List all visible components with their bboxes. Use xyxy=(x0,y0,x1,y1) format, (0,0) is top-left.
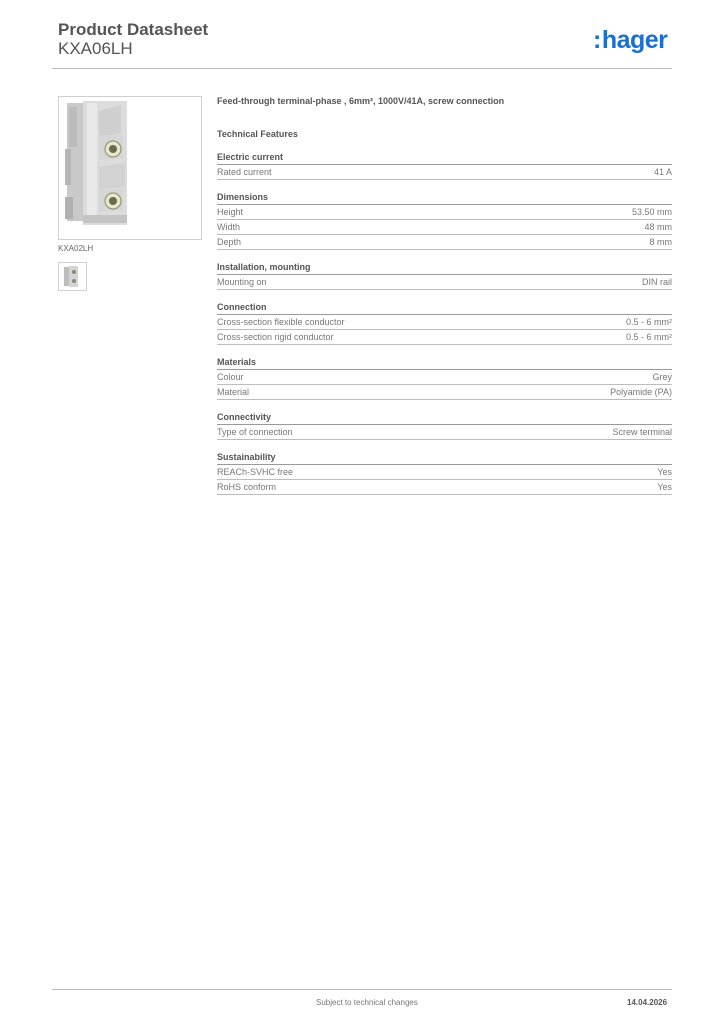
spec-value: DIN rail xyxy=(641,277,672,287)
spec-row xyxy=(217,385,672,400)
page-title: Product Datasheet xyxy=(58,20,209,39)
section-sustainability xyxy=(217,451,672,495)
footer-divider xyxy=(52,989,672,990)
section-connection xyxy=(217,301,672,345)
section-title: Sustainability xyxy=(217,451,672,465)
spec-row xyxy=(217,220,672,235)
spec-label: Cross-section rigid conductor xyxy=(217,332,334,342)
spec-row xyxy=(217,205,672,220)
logo-text: hager xyxy=(601,26,668,54)
section-title: Installation, mounting xyxy=(217,261,672,275)
spec-value: Yes xyxy=(657,482,672,492)
footer-date: 14.04.2026 xyxy=(627,998,668,1007)
spec-row xyxy=(217,165,672,180)
spec-value: Grey xyxy=(652,372,672,382)
spec-row xyxy=(217,330,672,345)
spec-row xyxy=(217,235,672,250)
section-title: Materials xyxy=(217,356,672,370)
header-divider xyxy=(52,68,672,69)
product-code: KXA06LH xyxy=(58,39,133,58)
spec-value: 8 mm xyxy=(649,237,672,247)
spec-value: 48 mm xyxy=(644,222,672,232)
spec-label: Mounting on xyxy=(217,277,267,287)
spec-value: 53.50 mm xyxy=(631,207,672,217)
spec-label: Depth xyxy=(217,237,242,247)
spec-label: RoHS conform xyxy=(217,482,277,492)
technical-features-heading: Technical Features xyxy=(217,129,298,139)
spec-value: 41 A xyxy=(653,167,672,177)
spec-label: Height xyxy=(217,207,244,217)
thumbnail-illustration xyxy=(59,263,86,290)
spec-value: 0.5 - 6 mm² xyxy=(625,332,672,342)
section-title: Connection xyxy=(217,301,672,315)
spec-label: Cross-section flexible conductor xyxy=(217,317,345,327)
image-thumbnail[interactable] xyxy=(58,262,87,291)
spec-row xyxy=(217,315,672,330)
section-connectivity xyxy=(217,411,672,440)
spec-value: Screw terminal xyxy=(612,427,672,437)
section-materials xyxy=(217,356,672,400)
product-image xyxy=(58,96,202,240)
logo-dots: : xyxy=(593,26,601,54)
footer-note: Subject to technical changes xyxy=(316,998,418,1007)
spec-value: 0.5 - 6 mm² xyxy=(625,317,672,327)
product-description: Feed-through terminal-phase , 6mm², 1000V/41A, screw connection xyxy=(217,96,505,106)
spec-row xyxy=(217,275,672,290)
spec-label: Width xyxy=(217,222,241,232)
spec-value: Yes xyxy=(657,467,672,477)
section-dimensions xyxy=(217,191,672,250)
spec-row xyxy=(217,370,672,385)
datasheet-content xyxy=(217,96,672,495)
spec-label: Colour xyxy=(217,372,244,382)
terminal-block-illustration xyxy=(59,97,201,239)
spec-row xyxy=(217,425,672,440)
section-title: Dimensions xyxy=(217,191,672,205)
spec-label: REACh-SVHC free xyxy=(217,467,294,477)
section-title: Connectivity xyxy=(217,411,672,425)
section-title: Electric current xyxy=(217,151,672,165)
spec-row xyxy=(217,480,672,495)
spec-label: Type of connection xyxy=(217,427,293,437)
spec-value: Polyamide (PA) xyxy=(610,387,672,397)
hager-logo xyxy=(593,26,667,55)
section-electric-current xyxy=(217,151,672,180)
image-caption: KXA02LH xyxy=(58,244,94,253)
section-installation-mounting xyxy=(217,261,672,290)
spec-label: Rated current xyxy=(217,167,272,177)
spec-label: Material xyxy=(217,387,250,397)
spec-row xyxy=(217,465,672,480)
